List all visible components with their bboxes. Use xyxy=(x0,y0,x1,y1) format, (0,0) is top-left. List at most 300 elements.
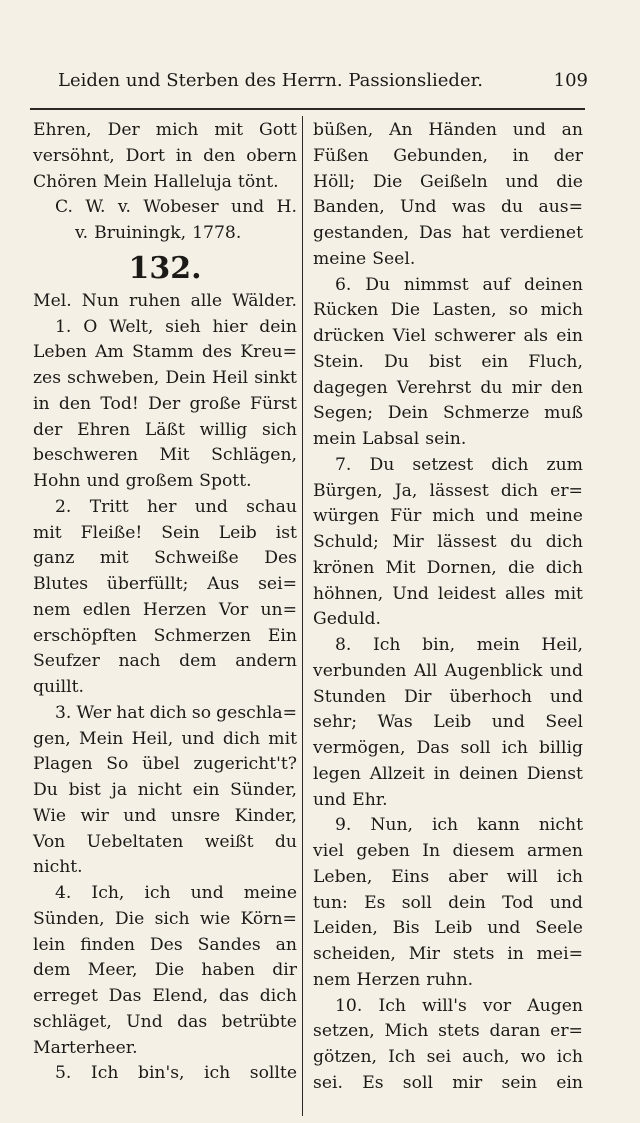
word: hat xyxy=(461,223,491,243)
word: ich xyxy=(204,1063,231,1084)
word: meine xyxy=(529,506,583,527)
word: das xyxy=(218,986,249,1006)
word: ruhen xyxy=(128,290,181,311)
word: so xyxy=(191,702,212,723)
word: Schmerze xyxy=(442,403,530,424)
word: Du xyxy=(369,454,395,475)
word: Seele xyxy=(535,918,583,939)
word: Vor xyxy=(218,599,249,620)
word: dagegen xyxy=(313,377,388,398)
word: Augen xyxy=(527,995,583,1016)
word: 7. xyxy=(335,454,352,475)
word: büßen, xyxy=(313,120,374,140)
text-line xyxy=(313,865,583,891)
word: mich xyxy=(540,300,583,321)
word: 2. xyxy=(55,496,72,517)
hymn-stanzas-continued xyxy=(313,118,583,1097)
word: Höll; xyxy=(313,171,356,192)
word: nimmst xyxy=(403,274,469,295)
word: An xyxy=(389,120,413,140)
word: Mich xyxy=(384,1021,429,1042)
text-line xyxy=(33,118,297,144)
word: 8. xyxy=(335,635,352,655)
word: nicht xyxy=(538,815,583,836)
word: Sünden, xyxy=(33,908,105,929)
text-line xyxy=(313,1045,583,1071)
text-line xyxy=(313,504,583,530)
word: Ich xyxy=(378,995,406,1016)
word: überfüllt; xyxy=(106,574,189,594)
word: Nun, xyxy=(370,815,413,836)
word: Blutes xyxy=(33,574,89,594)
word: Ein xyxy=(267,625,297,646)
word: Sandes xyxy=(197,934,261,955)
word: Stein. xyxy=(313,351,364,372)
word: sei= xyxy=(258,574,297,594)
word: Leben xyxy=(33,342,87,363)
running-title: Leiden und Sterben des Herrn. Passionslieder. xyxy=(58,70,483,91)
attribution-line xyxy=(33,195,297,221)
word: Mit xyxy=(385,557,416,578)
word: Leib xyxy=(433,712,472,733)
word: Wer xyxy=(76,702,112,723)
word: ein xyxy=(192,780,220,800)
word: auch, xyxy=(462,1047,510,1067)
word: Eins xyxy=(391,866,430,887)
word: des xyxy=(201,342,232,363)
word: nem xyxy=(313,969,351,990)
text-line xyxy=(33,469,297,495)
word: Die xyxy=(372,171,403,192)
word: dich xyxy=(149,702,187,723)
word: meine xyxy=(313,248,367,269)
word: finden xyxy=(80,934,135,955)
word: Und xyxy=(392,583,429,604)
text-line xyxy=(313,994,583,1020)
text-line xyxy=(313,273,583,299)
word: willig xyxy=(199,419,248,440)
word: als xyxy=(523,326,549,346)
hymn-number: 132. xyxy=(128,250,202,286)
word: scheiden, xyxy=(313,944,396,964)
word: Ehren, xyxy=(33,120,92,140)
text-line xyxy=(33,752,297,778)
text-line xyxy=(33,855,297,881)
word: Geduld. xyxy=(313,609,381,630)
word: Du xyxy=(365,274,391,295)
word: Ehren xyxy=(77,419,131,440)
word: Händen xyxy=(428,120,497,140)
word: Stunden xyxy=(313,686,387,707)
text-line xyxy=(313,788,583,814)
word: Mein xyxy=(103,171,148,192)
text-line xyxy=(33,701,297,727)
text-line xyxy=(33,830,297,856)
word: sei xyxy=(426,1047,452,1067)
word: Stamm xyxy=(132,342,194,363)
word: alle xyxy=(190,290,223,311)
word: soll xyxy=(401,892,432,913)
text-line xyxy=(313,582,583,608)
text-line xyxy=(313,891,583,917)
word: Dein xyxy=(165,368,206,388)
word: was xyxy=(451,197,486,218)
word: weißt xyxy=(204,831,254,852)
text-line xyxy=(33,170,297,196)
word: Heil, xyxy=(541,635,583,655)
word: In xyxy=(422,841,441,861)
text-line xyxy=(33,598,297,624)
previous-hymn-ending xyxy=(33,118,297,195)
word: würgen xyxy=(313,506,380,527)
word: ich xyxy=(556,866,583,887)
word: kann xyxy=(477,815,520,836)
word: Ich xyxy=(373,635,401,655)
word: bist xyxy=(429,351,462,372)
text-line xyxy=(33,649,297,675)
text-line xyxy=(313,736,583,762)
word: Am xyxy=(95,342,124,363)
word: setzen, xyxy=(313,1021,375,1042)
text-line xyxy=(313,685,583,711)
word: alles xyxy=(505,583,546,604)
word: mit xyxy=(99,548,129,569)
left-column xyxy=(33,118,297,1087)
word: 1778. xyxy=(192,223,242,243)
text-line xyxy=(33,907,297,933)
word: verdienet xyxy=(500,223,583,243)
word: verbunden xyxy=(313,660,407,681)
text-line xyxy=(33,1036,297,1062)
text-line xyxy=(33,144,297,170)
text-line xyxy=(313,144,583,170)
text-line xyxy=(33,958,297,984)
word: Und xyxy=(126,1011,163,1032)
word: Gebunden, xyxy=(393,145,488,166)
word: stets xyxy=(452,944,495,964)
word: gen, xyxy=(33,728,71,749)
word: Ich, xyxy=(91,883,125,903)
text-line xyxy=(313,170,583,196)
right-column xyxy=(313,118,583,1097)
word: und xyxy=(505,171,539,192)
text-line xyxy=(33,495,297,521)
word: mich xyxy=(432,506,475,527)
word: 10. xyxy=(335,995,363,1016)
text-line xyxy=(313,401,583,427)
word: nicht xyxy=(137,780,182,800)
word: billig xyxy=(539,738,583,758)
word: Aus xyxy=(207,574,240,594)
word: übel xyxy=(142,754,180,775)
word: mein xyxy=(476,635,520,655)
word: geschla= xyxy=(216,702,297,723)
word: dich xyxy=(222,728,261,749)
word: mei= xyxy=(536,944,583,964)
word: drücken xyxy=(313,326,385,346)
word: Mel. xyxy=(33,290,72,311)
word: v. xyxy=(75,223,89,243)
word: in xyxy=(512,145,530,166)
word: Tritt xyxy=(89,496,129,517)
text-line xyxy=(313,556,583,582)
word: leidest xyxy=(437,583,496,604)
word: Des xyxy=(264,548,297,569)
word: Schmerzen xyxy=(153,625,252,646)
word: Dir xyxy=(403,686,432,707)
word: tönt. xyxy=(237,171,279,192)
word: Allzeit xyxy=(369,763,425,784)
text-line xyxy=(313,427,583,453)
word: deinen xyxy=(458,763,518,784)
word: meine xyxy=(243,883,297,903)
word: nach xyxy=(118,651,161,672)
word: dein xyxy=(448,892,486,913)
word: bin's, xyxy=(137,1063,185,1084)
text-line xyxy=(33,572,297,598)
word: All xyxy=(413,660,438,681)
word: Was xyxy=(377,712,413,733)
word: Labsal xyxy=(362,429,420,449)
word: Viel xyxy=(392,326,427,346)
word: der xyxy=(553,145,583,166)
word: unsre xyxy=(170,805,221,826)
text-line xyxy=(313,916,583,942)
word: Du xyxy=(33,780,58,800)
word: lein xyxy=(33,934,66,955)
word: mir xyxy=(511,377,542,398)
text-line xyxy=(313,968,583,994)
word: zum xyxy=(546,454,583,475)
word: Leiden, xyxy=(313,918,378,939)
word: 5. xyxy=(55,1063,72,1084)
text-line xyxy=(313,762,583,788)
word: schau xyxy=(246,496,297,517)
word: er= xyxy=(550,1021,583,1042)
text-line xyxy=(33,443,297,469)
word: Sein xyxy=(161,522,200,543)
word: die xyxy=(507,557,535,578)
word: ganz xyxy=(33,548,75,569)
word: Die xyxy=(154,960,185,981)
word: Ehr. xyxy=(352,789,388,810)
word: ich xyxy=(144,883,171,903)
text-line xyxy=(313,710,583,736)
word: lässest xyxy=(437,532,497,552)
word: Lasten, xyxy=(432,300,497,321)
word: schweben, xyxy=(67,368,160,388)
text-line xyxy=(313,247,583,273)
word: deinen xyxy=(523,274,583,295)
word: viel xyxy=(313,841,344,861)
word: Das xyxy=(418,223,452,243)
word: ich xyxy=(501,738,528,758)
word: sich xyxy=(261,419,297,440)
word: Schlägen, xyxy=(211,445,297,466)
word: armen xyxy=(526,841,583,861)
word: auf xyxy=(482,274,511,295)
word: quillt. xyxy=(33,677,84,697)
word: Die xyxy=(390,300,421,321)
word: Das xyxy=(416,738,450,758)
word: und xyxy=(313,789,347,810)
word: das xyxy=(177,1011,208,1032)
text-line xyxy=(33,933,297,959)
word: mit xyxy=(214,120,244,140)
word: W. xyxy=(85,197,106,218)
word: Chören xyxy=(33,171,98,192)
word: Elend, xyxy=(152,986,209,1006)
word: Die xyxy=(114,908,145,929)
word: und xyxy=(190,883,224,903)
word: und xyxy=(549,892,583,913)
word: und xyxy=(549,686,583,707)
text-line xyxy=(313,350,583,376)
word: den xyxy=(203,145,236,166)
word: Der xyxy=(107,120,140,140)
word: haben xyxy=(201,960,255,981)
word: Hohn xyxy=(33,471,81,491)
word: Des xyxy=(149,934,183,955)
word: die xyxy=(556,171,583,192)
word: vor xyxy=(482,995,512,1016)
word: Dort xyxy=(125,145,165,166)
word: wie xyxy=(199,908,231,929)
word: Plagen xyxy=(33,754,93,775)
text-line xyxy=(33,315,297,341)
word: Ja, xyxy=(394,480,418,501)
text-line xyxy=(313,839,583,865)
word: 9. xyxy=(335,815,352,836)
word: soll xyxy=(460,738,491,758)
text-line xyxy=(313,607,583,633)
word: Rücken xyxy=(313,300,379,321)
word: Nun xyxy=(81,290,119,311)
word: Mit xyxy=(159,445,190,466)
word: in xyxy=(33,393,50,414)
word: erreget xyxy=(33,986,98,1006)
text-line xyxy=(313,530,583,556)
word: sein xyxy=(501,1072,538,1093)
word: Schuld; xyxy=(313,532,379,552)
word: so xyxy=(508,300,529,321)
word: Kinder, xyxy=(234,805,297,826)
word: Leib xyxy=(434,918,473,939)
word: hat xyxy=(116,702,145,723)
word: und xyxy=(491,712,525,733)
text-line xyxy=(313,633,583,659)
text-line xyxy=(313,1071,583,1097)
text-line xyxy=(33,521,297,547)
word: und xyxy=(487,918,521,939)
word: Tod! xyxy=(100,393,139,414)
word: der xyxy=(33,419,63,440)
text-line xyxy=(313,118,583,144)
word: Fleiße! xyxy=(80,522,143,543)
word: Spott. xyxy=(199,471,252,491)
word: Seel. xyxy=(372,248,416,269)
word: 1. xyxy=(55,316,72,337)
text-line xyxy=(313,1019,583,1045)
word: dem xyxy=(33,960,71,981)
word: Ich xyxy=(90,1063,119,1084)
word: Mir xyxy=(392,532,424,552)
word: wir xyxy=(80,805,109,826)
word: den xyxy=(550,377,583,398)
word: Und xyxy=(400,197,437,218)
word: betrübte xyxy=(221,1011,297,1032)
word: ruhn. xyxy=(426,969,474,990)
word: Ich xyxy=(388,1047,416,1067)
text-line xyxy=(33,1061,297,1087)
word: So xyxy=(106,754,129,775)
attribution-line xyxy=(33,221,297,247)
word: muß xyxy=(544,403,583,424)
word: und xyxy=(231,197,265,218)
word: Das xyxy=(108,986,142,1006)
word: Fürst xyxy=(250,393,297,414)
word: Wie xyxy=(33,805,67,826)
word: und xyxy=(549,660,583,681)
word: großem xyxy=(125,471,194,491)
word: in xyxy=(175,145,193,166)
word: ein xyxy=(556,1072,583,1093)
text-line xyxy=(313,813,583,839)
word: Für xyxy=(390,506,422,527)
word: Verehrst xyxy=(396,377,472,398)
word: mein xyxy=(313,429,357,449)
word: zes xyxy=(33,368,62,388)
word: Seel xyxy=(545,712,583,733)
text-line xyxy=(313,659,583,685)
word: tun: xyxy=(313,892,348,913)
word: ein xyxy=(481,351,509,372)
word: dich xyxy=(491,454,529,475)
word: mit xyxy=(33,522,62,543)
word: diesem xyxy=(452,841,515,861)
word: zugericht't? xyxy=(193,754,297,775)
word: Wobeser xyxy=(143,197,219,218)
text-line xyxy=(313,942,583,968)
word: lässest xyxy=(429,480,489,501)
word: Halleluja xyxy=(153,171,232,192)
word: erschöpften xyxy=(33,625,137,646)
word: Meer, xyxy=(87,960,138,981)
word: götzen, xyxy=(313,1047,378,1067)
word: v. xyxy=(117,197,132,218)
word: mit xyxy=(268,728,297,749)
word: sollte xyxy=(249,1063,297,1084)
word: sieh xyxy=(165,316,201,337)
word: setzest xyxy=(412,454,474,475)
word: Du xyxy=(384,351,409,372)
word: O xyxy=(83,316,98,337)
word: du xyxy=(501,197,524,218)
word: will's xyxy=(422,995,467,1016)
word: in xyxy=(433,763,451,784)
word: Körn= xyxy=(240,908,297,929)
word: ich xyxy=(431,815,459,836)
word: will xyxy=(506,866,538,887)
word: und xyxy=(485,506,519,527)
text-line xyxy=(313,298,583,324)
word: edlen xyxy=(82,599,131,620)
hymn-stanzas xyxy=(33,315,297,1088)
word: ja xyxy=(111,780,128,800)
word: Tod xyxy=(502,892,534,913)
word: ich xyxy=(556,1047,583,1067)
word: andern xyxy=(235,651,297,672)
